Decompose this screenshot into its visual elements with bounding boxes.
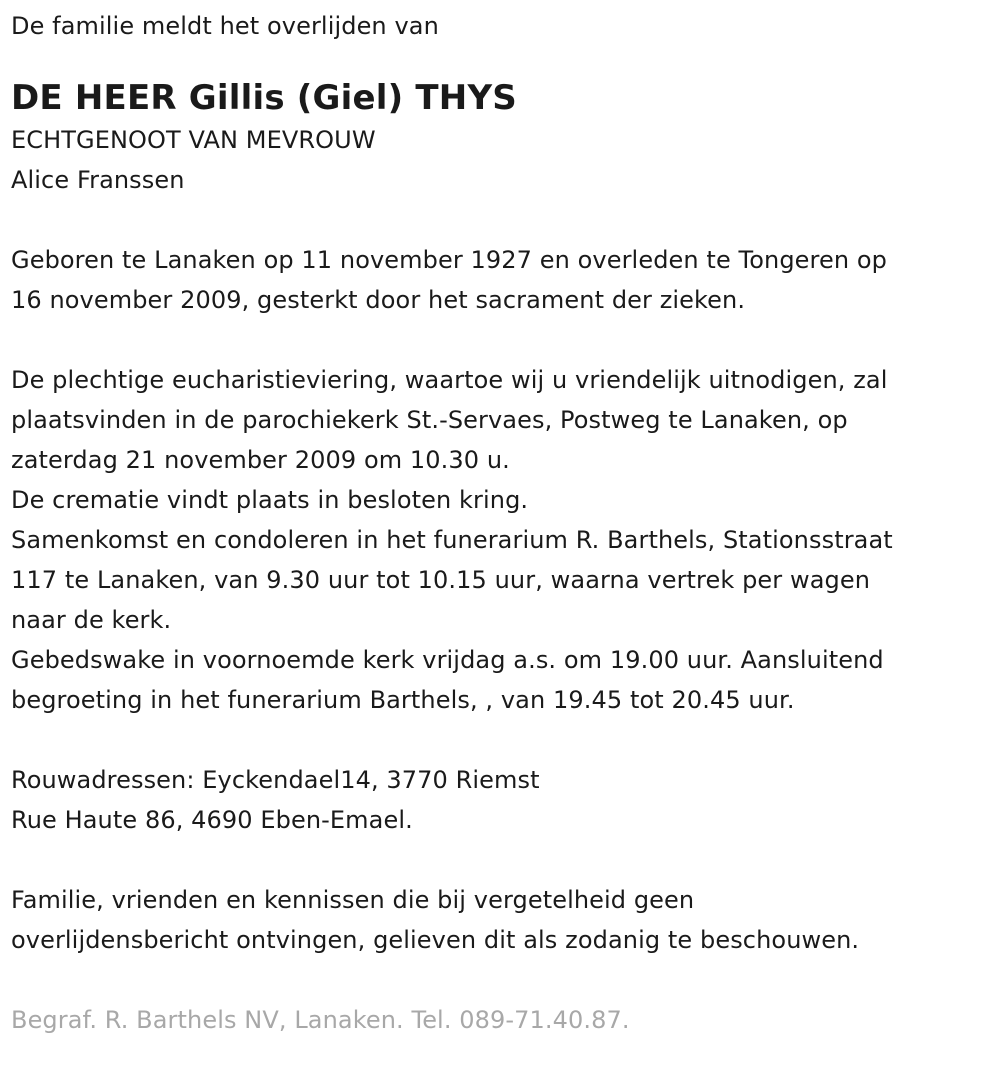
paragraph-line: 16 november 2009, gesterkt door het sacrament der zieken. bbox=[11, 286, 746, 314]
birth-death-paragraph bbox=[11, 240, 1000, 320]
paragraph-line: De crematie vindt plaats in besloten kring. bbox=[11, 486, 529, 514]
deceased-name: DE HEER Gillis (Giel) THYS bbox=[11, 78, 517, 118]
paragraph-line: begroeting in het funerarium Barthels, , van 19.45 tot 20.45 uur. bbox=[11, 686, 795, 714]
paragraph-line: zaterdag 21 november 2009 om 10.30 u. bbox=[11, 446, 510, 474]
paragraph-line: Geboren te Lanaken op 11 november 1927 en overleden te Tongeren op bbox=[11, 246, 887, 274]
notice-paragraph bbox=[11, 880, 1000, 960]
paragraph-line: Gebedswake in voornoemde kerk vrijdag a.s. om 19.00 uur. Aansluitend bbox=[11, 646, 884, 674]
address-line: Rue Haute 86, 4690 Eben-Emael. bbox=[11, 806, 413, 834]
intro-text: De familie meldt het overlijden van bbox=[11, 12, 439, 40]
spouse-name: Alice Franssen bbox=[11, 166, 185, 194]
ceremony-paragraph bbox=[11, 360, 1000, 720]
paragraph-line: De plechtige eucharistieviering, waartoe wij u vriendelijk uitnodigen, zal bbox=[11, 366, 888, 394]
funeral-home-footer: Begraf. R. Barthels NV, Lanaken. Tel. 089-71.40.87. bbox=[11, 1006, 630, 1034]
spouse-title: ECHTGENOOT VAN MEVROUW bbox=[11, 126, 376, 154]
paragraph-line: overlijdensbericht ontvingen, gelieven dit als zodanig te beschouwen. bbox=[11, 926, 860, 954]
addresses-paragraph bbox=[11, 760, 1000, 840]
paragraph-line: Samenkomst en condoleren in het funerarium R. Barthels, Stationsstraat bbox=[11, 526, 893, 554]
paragraph-line: Familie, vrienden en kennissen die bij vergetelheid geen bbox=[11, 886, 695, 914]
paragraph-line: 117 te Lanaken, van 9.30 uur tot 10.15 uur, waarna vertrek per wagen bbox=[11, 566, 871, 594]
paragraph-line: plaatsvinden in de parochiekerk St.-Servaes, Postweg te Lanaken, op bbox=[11, 406, 848, 434]
address-line: Rouwadressen: Eyckendael14, 3770 Riemst bbox=[11, 766, 540, 794]
paragraph-line: naar de kerk. bbox=[11, 606, 172, 634]
